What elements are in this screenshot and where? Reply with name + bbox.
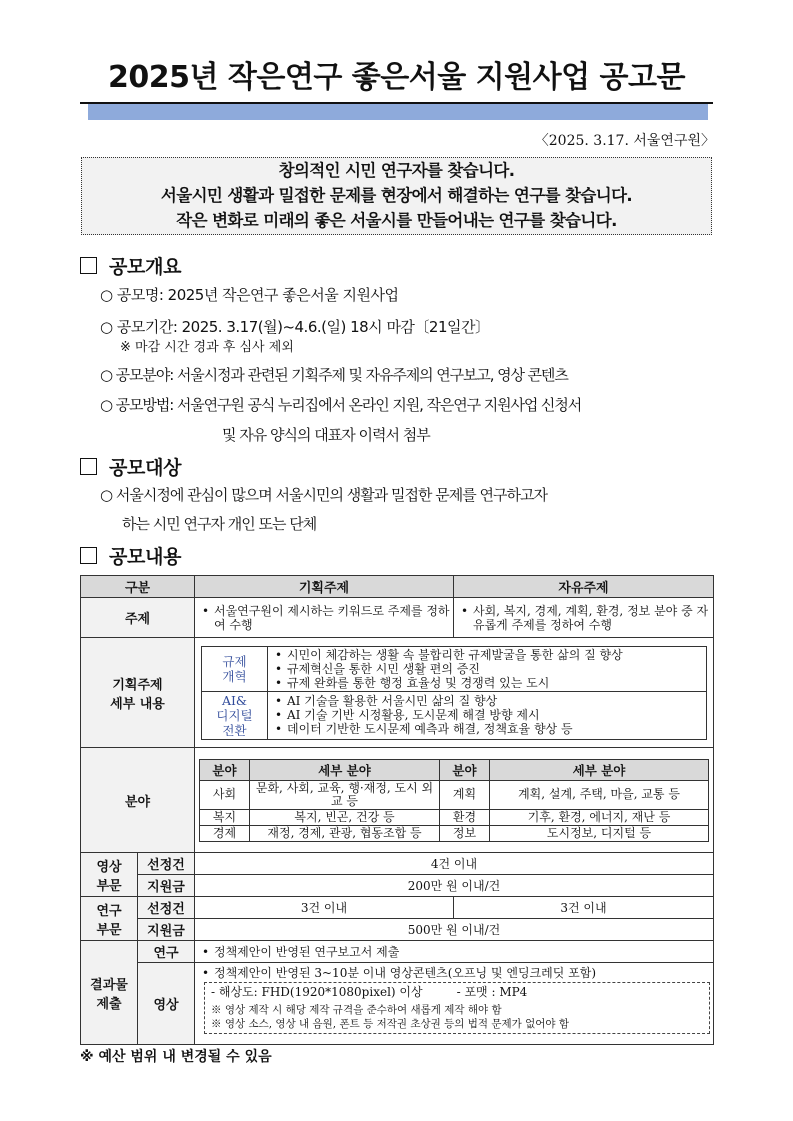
video-section-label: 영상 부문	[81, 853, 138, 897]
research-selection-free: 3건 이내	[454, 897, 714, 919]
output-video-label: 영상	[138, 963, 195, 1045]
research-selection-planned: 3건 이내	[195, 897, 454, 919]
fields-label: 분야	[81, 748, 195, 853]
field-detail: 계획, 설계, 주택, 마을, 교통 등	[490, 780, 709, 809]
video-format: - 포맷 : MP4	[456, 985, 528, 999]
detail-content	[195, 638, 714, 748]
slogan-line: 작은 변화로 미래의 좋은 서울시를 만들어내는 연구를 찾습니다.	[176, 211, 617, 230]
overview-period: ○ 공모기간: 2025. 3.17(월)~4.6.(일) 18시 마감〔21일간〕	[100, 318, 490, 336]
topic-planned: • 서울연구원이 제시하는 키워드로 주제를 정하여 수행	[195, 598, 454, 638]
topic-free: • 사회, 복지, 경제, 계획, 환경, 정보 분야 중 자유롭게 주제를 정하여 수행	[454, 598, 714, 638]
research-fund-value: 500만 원 이내/건	[195, 919, 714, 941]
fields-header: 분야	[440, 759, 490, 780]
field-detail: 기후, 환경, 에너지, 재난 등	[490, 809, 709, 825]
target-line: ○ 서울시정에 관심이 많으며 서울시민의 생활과 밀접한 문제를 연구하고자	[100, 486, 547, 504]
fields-header: 분야	[200, 759, 250, 780]
research-section-label: 연구 부문	[81, 897, 138, 941]
checkbox-square-icon	[80, 257, 97, 274]
video-selection-value: 4건 이내	[195, 853, 714, 875]
fields-inner-table	[199, 759, 709, 842]
header-planned: 기획주제	[195, 576, 454, 598]
overview-method-cont: 및 자유 양식의 대표자 이력서 첨부	[222, 426, 430, 444]
detail-group-name: 규제 개혁	[202, 646, 268, 691]
overview-field: ○ 공모분야: 서울시정과 관련된 기획주제 및 자유주제의 연구보고, 영상 콘텐츠	[100, 366, 568, 384]
section-content-heading: 공모내용	[80, 542, 181, 569]
field-name: 계획	[440, 780, 490, 809]
section-overview-heading: 공모개요	[80, 252, 181, 279]
section-target-heading: 공모대상	[80, 453, 181, 480]
target-line: 하는 시민 연구자 개인 또는 단체	[122, 515, 317, 533]
field-detail: 복지, 빈곤, 건강 등	[250, 809, 440, 825]
slogan-line: 서울시민 생활과 밀접한 문제를 현장에서 해결하는 연구를 찾습니다.	[160, 186, 633, 205]
field-detail: 문화, 사회, 교육, 행·재정, 도시 외교 등	[250, 780, 440, 809]
field-name: 복지	[200, 809, 250, 825]
output-label: 결과물 제출	[81, 941, 138, 1045]
video-resolution: - 해상도: FHD(1920*1080pixel) 이상	[211, 985, 423, 999]
field-detail: 재정, 경제, 관광, 협동조합 등	[250, 825, 440, 841]
header-category: 구분	[81, 576, 195, 598]
fields-content	[195, 748, 714, 853]
detail-inner-table	[201, 646, 707, 740]
header-free: 자유주제	[454, 576, 714, 598]
overview-method: ○ 공모방법: 서울연구원 공식 누리집에서 온라인 지원, 작은연구 지원사업 신청서	[100, 396, 582, 414]
output-research-label: 연구	[138, 941, 195, 963]
field-name: 정보	[440, 825, 490, 841]
content-table	[80, 575, 714, 1045]
budget-footnote: ※ 예산 범위 내 변경될 수 있음	[80, 1049, 272, 1065]
field-name: 사회	[200, 780, 250, 809]
page-title: 2025년 작은연구 좋은서울 지원사업 공고문	[108, 60, 685, 95]
publish-date: 〈2025. 3.17. 서울연구원〉	[534, 133, 715, 149]
video-fund-label: 지원금	[138, 875, 195, 897]
title-accent-bar	[88, 104, 708, 120]
detail-group-items: • AI 기술을 활용한 서울시민 삶의 질 향상 • AI 기술 기반 시정활용, 도시문제 해결 방향 제시 • 데이터 기반한 도시문제 예측과 해결, 정책효율 향상 등	[268, 691, 707, 739]
checkbox-square-icon	[80, 458, 97, 475]
detail-group-name: AI& 디지털 전환	[202, 691, 268, 739]
video-note: ※ 영상 제작 시 해당 제작 규격을 준수하여 새롭게 제작 해야 함	[211, 1004, 502, 1016]
slogan-banner	[81, 157, 712, 235]
checkbox-square-icon	[80, 547, 97, 564]
slogan-line: 창의적인 시민 연구자를 찾습니다.	[278, 161, 515, 180]
research-fund-label: 지원금	[138, 919, 195, 941]
video-selection-label: 선정건	[138, 853, 195, 875]
overview-name: ○ 공모명: 2025년 작은연구 좋은서울 지원사업	[100, 286, 399, 304]
field-detail: 도시정보, 디지털 등	[490, 825, 709, 841]
fields-header: 세부 분야	[490, 759, 709, 780]
detail-label: 기획주제 세부 내용	[81, 638, 195, 748]
detail-group-items: • 시민이 체감하는 생활 속 불합리한 규제발굴을 통한 삶의 질 향상 • 규제혁신을 통한 시민 생활 편의 증진 • 규제 완화를 통한 행정 효율성 및 경쟁력 있는 도시	[268, 646, 707, 691]
topic-label: 주제	[81, 598, 195, 638]
video-fund-value: 200만 원 이내/건	[195, 875, 714, 897]
research-selection-label: 선정건	[138, 897, 195, 919]
output-research-value: • 정책제안이 반영된 연구보고서 제출	[195, 941, 714, 963]
field-name: 환경	[440, 809, 490, 825]
fields-header: 세부 분야	[250, 759, 440, 780]
video-note: ※ 영상 소스, 영상 내 음원, 폰트 등 저작권 초상권 등의 법적 문제가 없어야 함	[211, 1018, 570, 1030]
overview-period-note: ※ 마감 시간 경과 후 심사 제외	[120, 340, 294, 355]
field-name: 경제	[200, 825, 250, 841]
output-video-value: • 정책제안이 반영된 3~10분 이내 영상콘텐츠(오프닝 및 엔딩크레딧 포함) - 해상도: FHD(1920*1080pixel) 이상 - 포맷 : MP4 ※ 영상 제작 시 해당 제작 규격을 준수하여 새롭게 제작 해야 함 ※ 영상 소스, 영상 내 음원, 폰트 등 저작권 초상권 등의 법적 문제가 없어야 함	[195, 963, 714, 1045]
video-spec-box	[204, 982, 710, 1034]
